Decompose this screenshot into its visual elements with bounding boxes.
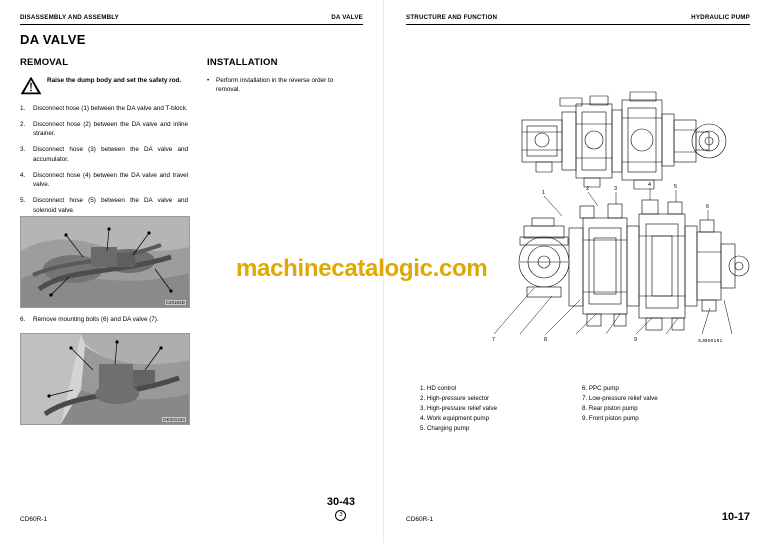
safety-warning-text: Raise the dump body and set the safety rod. xyxy=(47,77,182,84)
list-item: 3. High-pressure relief valve xyxy=(420,405,498,413)
step-text: Disconnect hose (5) between the DA valve and solenoid valve. xyxy=(33,197,188,214)
step-text: Disconnect hose (4) between the DA valve and travel valve. xyxy=(33,171,188,189)
legend-column-1 xyxy=(420,384,497,434)
list-item xyxy=(20,145,188,164)
list-item: 1. HD control xyxy=(420,385,457,392)
photo-2-caption: DK201244 xyxy=(163,417,185,422)
right-page-header xyxy=(406,14,750,25)
bullet-marker: • xyxy=(207,77,210,84)
callout-leader-lines xyxy=(494,188,732,334)
left-page-header xyxy=(20,14,363,25)
step-number: 1. xyxy=(20,105,26,112)
svg-text:8: 8 xyxy=(544,337,548,343)
step-number: 3. xyxy=(20,146,26,154)
installation-text: Perform installation in the reverse order to removal. xyxy=(216,77,334,94)
section-title-installation: INSTALLATION xyxy=(207,57,278,68)
list-item: 6. PPC pump xyxy=(582,385,619,392)
svg-text:4: 4 xyxy=(648,182,652,188)
step-text: Disconnect hose (1) between the DA valve and T-block. xyxy=(33,105,188,112)
installation-list xyxy=(207,76,359,95)
header-left-text: STRUCTURE AND FUNCTION xyxy=(406,14,498,21)
left-footer-model: CD60R-1 xyxy=(20,516,48,523)
header-right-text: HYDRAULIC PUMP xyxy=(691,14,750,21)
list-item: 2. High-pressure selector xyxy=(420,395,490,403)
page-title: DA VALVE xyxy=(20,32,86,47)
photo-1-content xyxy=(21,217,189,307)
header-left-text: DISASSEMBLY AND ASSEMBLY xyxy=(20,14,120,21)
photo-2-content xyxy=(21,334,189,424)
figure-number: SJB00191 xyxy=(698,339,723,344)
callout-number-labels xyxy=(492,182,709,343)
svg-text:6: 6 xyxy=(706,204,710,210)
removal-photo-2 xyxy=(20,333,190,425)
left-footer-page-mark: 3 xyxy=(335,510,346,521)
section-title-removal: REMOVAL xyxy=(20,57,69,68)
step-text: Disconnect hose (3) between the DA valve and accumulator. xyxy=(33,146,188,163)
step-number: 6. xyxy=(20,316,26,323)
list-item xyxy=(20,120,188,139)
svg-text:7: 7 xyxy=(492,337,496,343)
warning-triangle-icon xyxy=(20,76,42,95)
svg-text:1: 1 xyxy=(542,190,546,196)
step-number: 2. xyxy=(20,120,26,128)
legend-column-2 xyxy=(582,384,658,424)
step-number: 4. xyxy=(20,171,26,179)
step-six xyxy=(20,316,188,323)
svg-text:2: 2 xyxy=(586,186,590,192)
removal-step-list xyxy=(20,104,188,221)
step-text: Disconnect hose (2) between the DA valve and inline strainer. xyxy=(33,120,188,138)
header-right-text: DA VALVE xyxy=(331,14,363,21)
right-footer-model: CD60R-1 xyxy=(406,516,434,523)
list-item xyxy=(20,104,188,113)
list-item xyxy=(20,171,188,190)
pump-top-view xyxy=(522,92,726,189)
list-item: 9. Front piston pump xyxy=(582,415,639,423)
list-item: 4. Work equipment pump xyxy=(420,415,490,423)
list-item: 7. Low-pressure relief valve xyxy=(582,395,658,403)
safety-warning xyxy=(20,76,188,95)
watermark: machinecatalogic.com xyxy=(236,255,488,282)
svg-text:5: 5 xyxy=(674,184,678,190)
step-number: 5. xyxy=(20,197,26,205)
step-text: Remove mounting bolts (6) and DA valve (7). xyxy=(33,316,159,323)
photo-1-caption: C20154D xyxy=(165,300,185,305)
list-item: 8. Rear piston pump xyxy=(582,405,638,413)
removal-photo-1 xyxy=(20,216,190,308)
pump-main-view xyxy=(519,200,749,330)
list-item xyxy=(20,196,188,215)
left-footer-page xyxy=(327,496,355,521)
list-item xyxy=(207,76,359,95)
right-footer-page: 10-17 xyxy=(721,511,750,523)
list-item: 5. Charging pump xyxy=(420,425,470,433)
left-footer-page-number: 30-43 xyxy=(326,496,355,508)
svg-text:3: 3 xyxy=(614,186,618,192)
svg-text:9: 9 xyxy=(634,337,638,343)
